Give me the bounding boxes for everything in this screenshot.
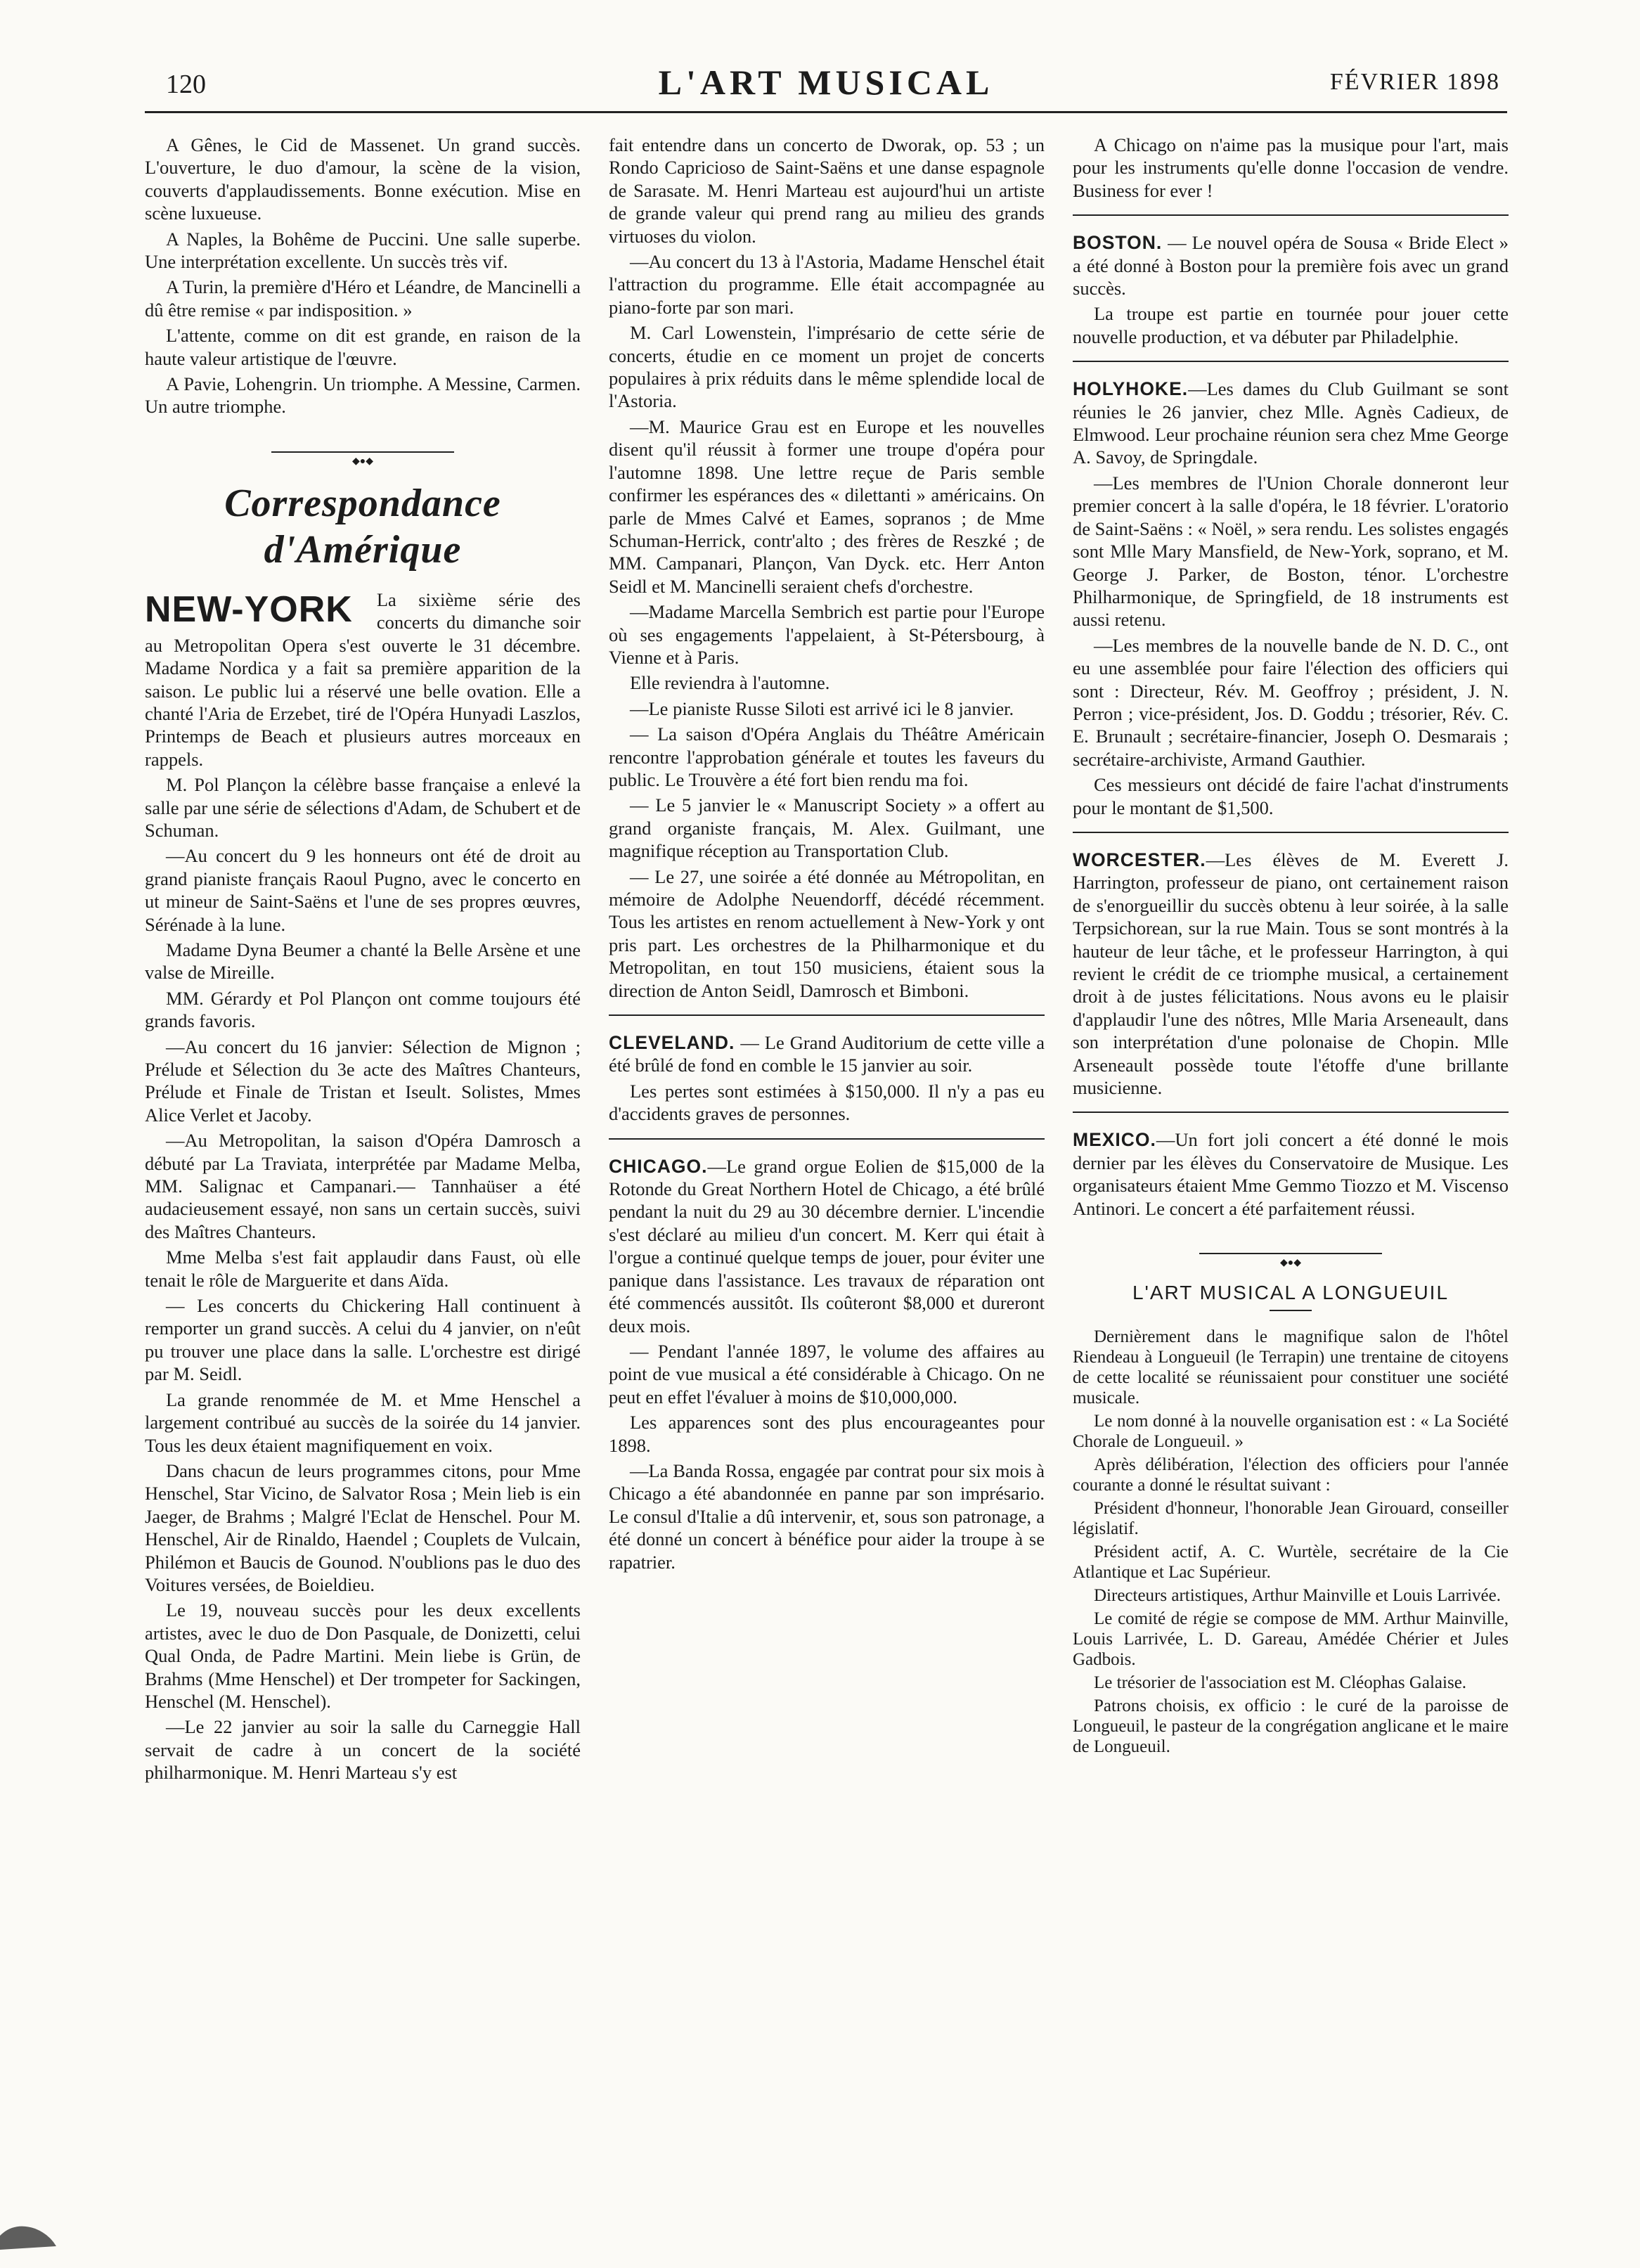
- divider: [609, 1138, 1045, 1140]
- paragraph: Mme Melba s'est fait applaudir dans Faust, où elle tenait le rôle de Marguerite et dans Aïda.: [145, 1246, 581, 1291]
- corner-smudge-icon: [0, 2208, 56, 2250]
- paragraph-text: La sixième série des concerts du dimanche soir au Metropolitan Opera s'est ouverte le 31 décembre. Madame Nordica y a fait sa première apparition de la saison. Le public lui a réservé une belle ovation. Elle a chanté l'Aria de Erzebet, tiré de l'Opéra Hunyadi Laszlos, Printemps de Beach et plusieurs autres morceaux en rappels.: [145, 588, 581, 770]
- paragraph: —Le 22 janvier au soir la salle du Carneggie Hall servait de cadre à un concert de la société philharmonique. M. Henri Marteau s'y est: [145, 1716, 581, 1784]
- header-rule: [145, 111, 1507, 113]
- divider: [1073, 361, 1509, 362]
- paragraph: —La Banda Rossa, engagée par contrat pour six mois à Chicago a été abandonnée en panne par son imprésario. Le consul d'Italie a dû intervenir, et, sous son patronage, a été donné un concert à bénéfice pour aider la troupe à se rapatrier.: [609, 1460, 1045, 1573]
- paragraph-text: —Un fort joli concert a été donné le mois dernier par les élèves du Conservatoire de Musique. Les organisateurs étaient Mme Gemmo Tiozzo et M. Viscenso Antinori. Le concert a été parfaitement réussi.: [1073, 1129, 1509, 1219]
- paragraph: La grande renommée de M. et Mme Henschel a largement contribué au succès de la soirée du 14 janvier. Tous les deux étaient magnifiquement en voix.: [145, 1388, 581, 1456]
- city-heading-cleveland: CLEVELAND.: [609, 1032, 735, 1054]
- column-1: [145, 134, 581, 1787]
- paragraph: Dans chacun de leurs programmes citons, pour Mme Henschel, Star Vicino, de Salvator Rosa ; Mein lieb is ein Jaeger, de Brahms ; Malgré l'Eclat de Henschel. Pour M. Henschel, Air de Rinaldo, Haendel ; Couplets de Vulcain, Philémon et Baucis de Gounod. N'oublions pas le duo des Voitures versées, de Boieldieu.: [145, 1460, 581, 1595]
- city-heading-holyhoke: HOLYHOKE.: [1073, 378, 1189, 400]
- paragraph: Président d'honneur, l'honorable Jean Girouard, conseiller législatif.: [1073, 1499, 1509, 1539]
- paragraph-mexico: [1073, 1128, 1509, 1220]
- column-3: [1073, 134, 1509, 1760]
- longueuil-title: L'ART MUSICAL A LONGUEUIL: [1132, 1282, 1449, 1304]
- paragraph: — Le 5 janvier le « Manuscript Society » a offert au grand organiste français, M. Alex. Guilmant, une magnifique réception au Transportation Club.: [609, 794, 1045, 862]
- paragraph-cleveland: [609, 1031, 1045, 1077]
- paragraph: M. Carl Lowenstein, l'imprésario de cette série de concerts, étudie en ce moment un projet de concerts populaires à prix réduits dans le même splendide local de l'Astoria.: [609, 322, 1045, 412]
- paragraph: A Gênes, le Cid de Massenet. Un grand succès. L'ouverture, le duo d'amour, la scène de la vision, couverts d'applaudissements. Bonne exécution. Mise en scène luxueuse.: [145, 134, 581, 224]
- paragraph: —M. Maurice Grau est en Europe et les nouvelles disent qu'il réussit à former une troupe d'opéra pour l'automne 1898. Une lettre reçue de Paris semble confirmer les espérances des « dilettanti » américains. On parle de Mmes Calvé et Eames, sopranos ; de Mme Schuman-Herrick, contr'alto ; des frères de Reszké ; de MM. Campanari, Plançon, Van Dyck. etc. Herr Anton Seidl et M. Mancinelli seraient chefs d'orchestre.: [609, 415, 1045, 597]
- paragraph: Elle reviendra à l'automne.: [630, 672, 830, 694]
- paragraph: —Le pianiste Russe Siloti est arrivé ici le 8 janvier.: [630, 697, 1014, 719]
- paragraph: —Au concert du 9 les honneurs ont été de droit au grand pianiste français Raoul Pugno, avec le concerto en ut mineur de Saint-Saëns et l'une de ses propres œuvres, Sérénade à la lune.: [145, 845, 581, 935]
- paragraph: M. Pol Plançon la célèbre basse française a enlevé la salle par une série de sélections d'Adam, de Schubert et de Schuman.: [145, 774, 581, 841]
- paragraph: Président actif, A. C. Wurtèle, secrétaire de la Cie Atlantique et Lac Supérieur.: [1073, 1542, 1509, 1583]
- paragraph: A Pavie, Lohengrin. Un triomphe. A Messine, Carmen. Un autre triomphe.: [145, 373, 581, 418]
- paragraph: — Les concerts du Chickering Hall continuent à remporter un grand succès. A celui du 4 janvier, on n'eût pu trouver une place dans la salle. L'orchestre est dirigé par M. Seidl.: [145, 1295, 581, 1385]
- paragraph: — Pendant l'année 1897, le volume des affaires au point de vue musical a été considérable à Chicago. On ne peut en effet l'évaluer à moins de $10,000,000.: [609, 1340, 1045, 1407]
- paragraph: —Les membres de l'Union Chorale donneront leur premier concert à la salle d'opéra, le 18 février. L'oratorio de Saint-Saëns : « Noël, » sera rendu. Les solistes engagés sont Mlle Mary Mansfield, de New-York, soprano, et M. George J. Parker, de Boston, ténor. L'orchestre Philharmonique, de Springfield, de 18 instruments est aussi retenu.: [1073, 472, 1509, 631]
- paragraph-text: — Le nouvel opéra de Sousa « Bride Elect » a été donné à Boston pour la première fois avec un grand succès.: [1073, 232, 1509, 299]
- paragraph: Madame Dyna Beumer a chanté la Belle Arsène et une valse de Mireille.: [145, 939, 581, 984]
- paragraph: fait entendre dans un concerto de Dworak, op. 53 ; un Rondo Capricioso de Saint-Saëns et une danse espagnole de Sarasate. M. Henri Marteau est aujourd'hui un artiste de grande valeur qui prend rang au milieu des grands virtuoses du violon.: [609, 134, 1045, 247]
- paragraph: Directeurs artistiques, Arthur Mainville et Louis Larrivée.: [1094, 1586, 1501, 1606]
- paragraph: Le comité de régie se compose de MM. Arthur Mainville, Louis Larrivée, L. D. Gareau, Amédée Chérier et Jules Gadbois.: [1073, 1609, 1509, 1670]
- page-header: [145, 62, 1507, 118]
- ornament-icon: ◆●◆: [348, 456, 377, 467]
- paragraph-newyork: [145, 588, 581, 771]
- paragraph: Les pertes sont estimées à $150,000. Il n'y a pas eu d'accidents graves de personnes.: [609, 1080, 1045, 1125]
- paragraph: Le nom donné à la nouvelle organisation est : « La Société Chorale de Longueuil. »: [1073, 1412, 1509, 1452]
- city-heading-chicago: CHICAGO.: [609, 1155, 708, 1177]
- paragraph: Ces messieurs ont décidé de faire l'achat d'instruments pour le montant de $1,500.: [1073, 774, 1509, 818]
- page-number: 120: [166, 70, 206, 99]
- paragraph-text: —Les élèves de M. Everett J. Harrington, professeur de piano, ont certainement raison de s'enorgueillir du succès obtenu à leur soirée, à la salle Terpsichorean, sur la rue Main. Tous se sont montrés à la hauteur de leur tâche, et le professeur Harrington, à qui revient le crédit de ce triomphe musical, a certainement droit à de justes félicitations. Nous avons eu le plaisir d'applaudir l'une des nôtres, Mlle Maria Arseneault, dans son interprétation d'une polonaise de Chopin. Mlle Arseneault possède toute l'étoffe d'une brillante musicienne.: [1073, 849, 1509, 1099]
- paragraph: —Au concert du 13 à l'Astoria, Madame Henschel était l'attraction du programme. Elle était accompagnée au piano-forte par son mari.: [609, 251, 1045, 318]
- paragraph-worcester: [1073, 849, 1509, 1099]
- paragraph: — La saison d'Opéra Anglais du Théâtre Américain rencontre l'approbation générale et toutes les faveurs du public. Le Trouvère a été fort bien rendu ma foi.: [609, 723, 1045, 790]
- paragraph: Dernièrement dans le magnifique salon de l'hôtel Riendeau à Longueuil (le Terrapin) une trentaine de citoyens de cette localité se réunissaient pour constituer une société musicale.: [1073, 1327, 1509, 1408]
- paragraph: —Madame Marcella Sembrich est partie pour l'Europe où ses engagements l'appelaient, à St-Pétersbourg, à Vienne et à Paris.: [609, 601, 1045, 668]
- paragraph-text: — Le Grand Auditorium de cette ville a été brûlé de fond en comble le 15 janvier au soir.: [609, 1032, 1045, 1076]
- paragraph-boston: [1073, 231, 1509, 299]
- paragraph: — Le 27, une soirée a été donnée au Métropolitan, en mémoire de Adolphe Neuendorff, décédé récemment. Tous les artistes en renom actuellement à New-York y ont pris part. Les orchestres de la Philharmonique et du Metropolitan, en tout 150 musiciens, étaient sous la direction de Anton Seidl, Damrosch et Bimboni.: [609, 865, 1045, 1001]
- paragraph: —Au Metropolitan, la saison d'Opéra Damrosch a débuté par La Traviata, interprétée par Madame Melba, MM. Salignac et Campanari.— Tannhaüser a été audacieusement essayé, non sans un certain succès, suivi des Maîtres Chanteurs.: [145, 1130, 581, 1242]
- paragraph: Le trésorier de l'association est M. Cléophas Galaise.: [1094, 1673, 1467, 1693]
- title-underline: [1270, 1310, 1312, 1311]
- paragraph: Patrons choisis, ex officio : le curé de la paroisse de Longueuil, le pasteur de la congrégation anglicane et le maire de Longueuil.: [1073, 1696, 1509, 1757]
- paragraph-text: —Les dames du Club Guilmant se sont réunies le 26 janvier, chez Mlle. Agnès Cadieux, de Elmwood. Leur prochaine réunion sera chez Mme George A. Savoy, de Springdale.: [1073, 378, 1509, 468]
- journal-title: L'ART MUSICAL: [658, 63, 994, 102]
- divider: [1073, 832, 1509, 833]
- paragraph-chicago: [609, 1155, 1045, 1337]
- city-heading-worcester: WORCESTER.: [1073, 849, 1206, 870]
- paragraph-text: —Le grand orgue Eolien de $15,000 de la Rotonde du Great Northern Hotel de Chicago, a été brûlé pendant la nuit du 29 au 30 décembre dernier. L'incendie s'est déclaré au milieu d'un concert. M. Kerr qui était à l'orgue a continué quelque temps de jouer, pour éviter une panique dans l'assistance. Les travaux de réparation ont été commencés aussitôt. Ils coûteront $8,000 et dureront deux mois.: [609, 1155, 1045, 1336]
- paragraph: A Turin, la première d'Héro et Léandre, de Mancinelli a dû être remise « par indisposition. »: [145, 276, 581, 321]
- paragraph: —Les membres de la nouvelle bande de N. D. C., ont eu une assemblée pour faire l'élection des officiers qui sont : Directeur, Rév. M. Geoffroy ; président, J. N. Perron ; vice-président, Jos. D. Goddu ; trésorier, Rév. C. E. Brunault ; secrétaire-financier, Joseph O. Desmarais ; secrétaire-archiviste, Armand Gauthier.: [1073, 634, 1509, 770]
- divider: [1073, 1112, 1509, 1113]
- column-2: [609, 134, 1045, 1576]
- ornament-icon: ◆●◆: [1276, 1258, 1305, 1268]
- paragraph: A Naples, la Bohême de Puccini. Une salle superbe. Une interprétation excellente. Un succès très vif.: [145, 228, 581, 273]
- paragraph: L'attente, comme on dit est grande, en raison de la haute valeur artistique de l'œuvre.: [145, 325, 581, 369]
- section-separator: [145, 446, 581, 467]
- paragraph: A Chicago on n'aime pas la musique pour l'art, mais pour les instruments qu'elle donne l'occasion de vendre. Business for ever !: [1073, 134, 1509, 201]
- divider: [1073, 214, 1509, 216]
- issue-date: FÉVRIER 1898: [1329, 69, 1500, 95]
- paragraph: Après délibération, l'élection des officiers pour l'année courante a donné le résultat suivant :: [1073, 1455, 1509, 1495]
- paragraph: Le 19, nouveau succès pour les deux excellents artistes, avec le duo de Don Pasquale, de Donizetti, celui Qual Onda, de Padre Martini. Mein liebe is Grün, de Brahms (Mme Henschel) et Der trompeter for Sackingen, Henschel (M. Henschel).: [145, 1599, 581, 1712]
- city-heading-newyork: NEW-YORK: [145, 588, 353, 630]
- paragraph: MM. Gérardy et Pol Plançon ont comme toujours été grands favoris.: [145, 987, 581, 1032]
- paragraph-holyhoke: [1073, 378, 1509, 469]
- city-heading-mexico: MEXICO.: [1073, 1129, 1156, 1151]
- paragraph: La troupe est partie en tournée pour jouer cette nouvelle production, et va débuter par Philadelphie.: [1073, 303, 1509, 347]
- divider: [609, 1014, 1045, 1016]
- paragraph: Les apparences sont des plus encourageantes pour 1898.: [609, 1412, 1045, 1456]
- section-separator: [1073, 1248, 1509, 1269]
- city-heading-boston: BOSTON.: [1073, 232, 1163, 254]
- paragraph: —Au concert du 16 janvier: Sélection de Mignon ; Prélude et Sélection du 3e acte des Maîtres Chanteurs, Prélude et Finale de Tristan et Iseult. Solistes, Mmes Alice Verlet et Jacoby.: [145, 1036, 581, 1126]
- section-title: Correspondance d'Amérique: [224, 481, 501, 572]
